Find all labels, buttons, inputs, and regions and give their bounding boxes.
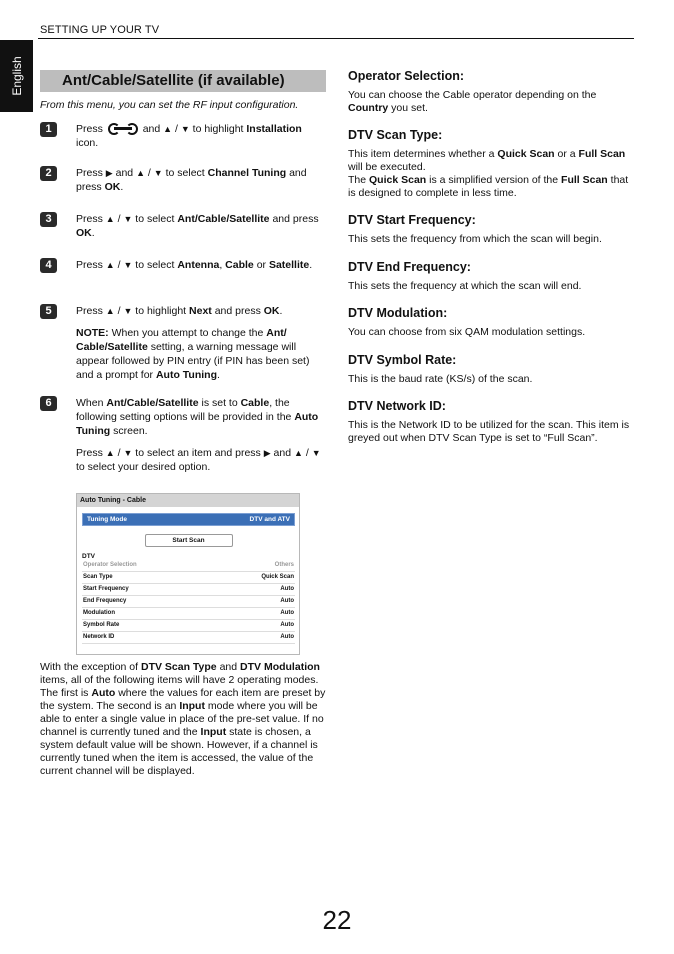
auto-tuning-screen <box>76 493 300 655</box>
step-number: 3 <box>40 212 57 227</box>
end-frequency-text: This sets the frequency at which the scan will end. <box>348 280 582 292</box>
modulation-section <box>348 306 634 339</box>
operator-selection-text: You can choose the Cable operator depending on the Country you set. <box>348 89 597 114</box>
page-number: 22 <box>322 905 352 935</box>
up-arrow-icon: ▲ <box>105 214 115 224</box>
step-5 <box>40 304 326 382</box>
start-frequency-heading: DTV Start Frequency: <box>348 213 476 227</box>
scan-type-row[interactable]: Scan Type Quick Scan <box>82 572 295 584</box>
step-6 <box>40 396 326 474</box>
down-arrow-icon: ▼ <box>123 448 133 458</box>
step-number: 4 <box>40 258 57 273</box>
intro-text: From this menu, you can set the RF input configuration. <box>40 99 299 111</box>
step-text: When Ant/Cable/Satellite is set to Cable, the following setting options will be provided in the Auto Tuning screen. Press ▲ / ▼ to select an item and press ▶ and ▲ / ▼ to select your desired option. <box>76 396 326 474</box>
symbol-rate-heading: DTV Symbol Rate: <box>348 353 457 367</box>
down-arrow-icon: ▼ <box>311 448 321 458</box>
network-id-text: This is the Network ID to be utilized for the scan. This item is greyed out when DTV Scan Type is set to “Full Scan”. <box>348 419 630 444</box>
down-arrow-icon: ▼ <box>153 168 163 178</box>
left-column <box>40 70 326 111</box>
operator-selection-row[interactable]: Operator Selection Others <box>82 560 295 572</box>
start-frequency-row[interactable]: Start Frequency Auto <box>82 584 295 596</box>
step-number: 1 <box>40 122 57 137</box>
step-number: 2 <box>40 166 57 181</box>
note-text: NOTE: When you attempt to change the Ant/ Cable/Satellite setting, a warning message will appear followed by PIN entry (if PIN has been set) and a prompt for Auto Tuning. <box>76 327 310 381</box>
network-id-row[interactable]: Network ID Auto <box>82 632 295 644</box>
up-arrow-icon: ▲ <box>105 306 115 316</box>
start-frequency-text: This sets the frequency from which the scan will begin. <box>348 233 602 245</box>
network-id-section <box>348 399 634 445</box>
header-section-title: SETTING UP YOUR TV <box>40 24 160 36</box>
network-id-heading: DTV Network ID: <box>348 399 446 413</box>
step-text: Press ▶ and ▲ / ▼ to select Channel Tuning and press OK. <box>76 167 307 193</box>
operator-selection-section <box>348 69 634 115</box>
scan-type-text: This item determines whether a Quick Scan or a Full Scan will be executed. The Quick Scan is a simplified version of the Full Scan that is designed to complete in less time. <box>348 148 629 199</box>
step-4 <box>40 258 326 272</box>
language-tab <box>0 40 33 112</box>
end-frequency-section <box>348 260 634 293</box>
language-tab-label: English <box>9 56 24 96</box>
symbol-rate-section <box>348 353 634 386</box>
modulation-row[interactable]: Modulation Auto <box>82 608 295 620</box>
step-text: Press ▲ / ▼ to highlight Next and press OK. NOTE: When you attempt to change the Ant/ Cable/Satellite setting, a warning message will appear followed by PIN entry (if PIN has been set) and a prompt for Auto Tuning. <box>76 304 326 382</box>
step-number: 6 <box>40 396 57 411</box>
tuning-mode-label: Tuning Mode <box>87 516 127 523</box>
step-text: Press ▲ / ▼ to select Antenna, Cable or Satellite. <box>76 259 313 271</box>
operator-selection-heading: Operator Selection: <box>348 69 464 83</box>
right-arrow-icon: ▶ <box>263 448 271 458</box>
wrench-icon <box>108 122 138 134</box>
screen-title: Auto Tuning - Cable <box>77 494 299 507</box>
section-title: Ant/Cable/Satellite (if available) <box>40 70 326 92</box>
start-scan-button[interactable]: Start Scan <box>145 534 233 547</box>
down-arrow-icon: ▼ <box>123 260 133 270</box>
tuning-mode-row[interactable] <box>82 513 295 526</box>
up-arrow-icon: ▲ <box>136 168 145 178</box>
step-number: 5 <box>40 304 57 319</box>
step-text: Press and ▲ / ▼ to highlight Installation icon. <box>76 123 302 149</box>
right-arrow-icon: ▶ <box>105 168 113 178</box>
end-frequency-heading: DTV End Frequency: <box>348 260 471 274</box>
modulation-text: You can choose from six QAM modulation settings. <box>348 326 586 338</box>
header-rule <box>38 38 634 39</box>
down-arrow-icon: ▼ <box>123 306 133 316</box>
scan-type-section <box>348 128 634 200</box>
up-arrow-icon: ▲ <box>163 124 173 134</box>
step-2 <box>40 166 326 194</box>
step-3 <box>40 212 326 240</box>
tuning-mode-value: DTV and ATV <box>249 516 290 523</box>
bottom-paragraph: With the exception of DTV Scan Type and DTV Modulation items, all of the following items will have 2 operating modes. The first is Auto where the values for each item are preset by the system. The second is an Input mode where you will be able to enter a single value in place of the pre-set value. If no channel is currently tuned and the Input state is chosen, a system default value will be shown. However, if a channel is currently tuned when the item is accessed, the value of the current channel will be displayed. <box>40 661 326 777</box>
up-arrow-icon: ▲ <box>105 448 115 458</box>
up-arrow-icon: ▲ <box>294 448 303 458</box>
step-6-instructions: Press ▲ / ▼ to select an item and press ▶ and ▲ / ▼ to select your desired option. <box>76 447 321 473</box>
scan-type-heading: DTV Scan Type: <box>348 128 443 142</box>
dtv-label: DTV <box>82 553 95 560</box>
down-arrow-icon: ▼ <box>180 124 190 134</box>
start-frequency-section <box>348 213 634 246</box>
modulation-heading: DTV Modulation: <box>348 306 448 320</box>
up-arrow-icon: ▲ <box>105 260 115 270</box>
symbol-rate-row[interactable]: Symbol Rate Auto <box>82 620 295 632</box>
down-arrow-icon: ▼ <box>123 214 133 224</box>
step-1 <box>40 122 326 150</box>
symbol-rate-text: This is the baud rate (KS/s) of the scan. <box>348 373 533 385</box>
step-text: Press ▲ / ▼ to select Ant/Cable/Satellite and press OK. <box>76 213 319 239</box>
end-frequency-row[interactable]: End Frequency Auto <box>82 596 295 608</box>
